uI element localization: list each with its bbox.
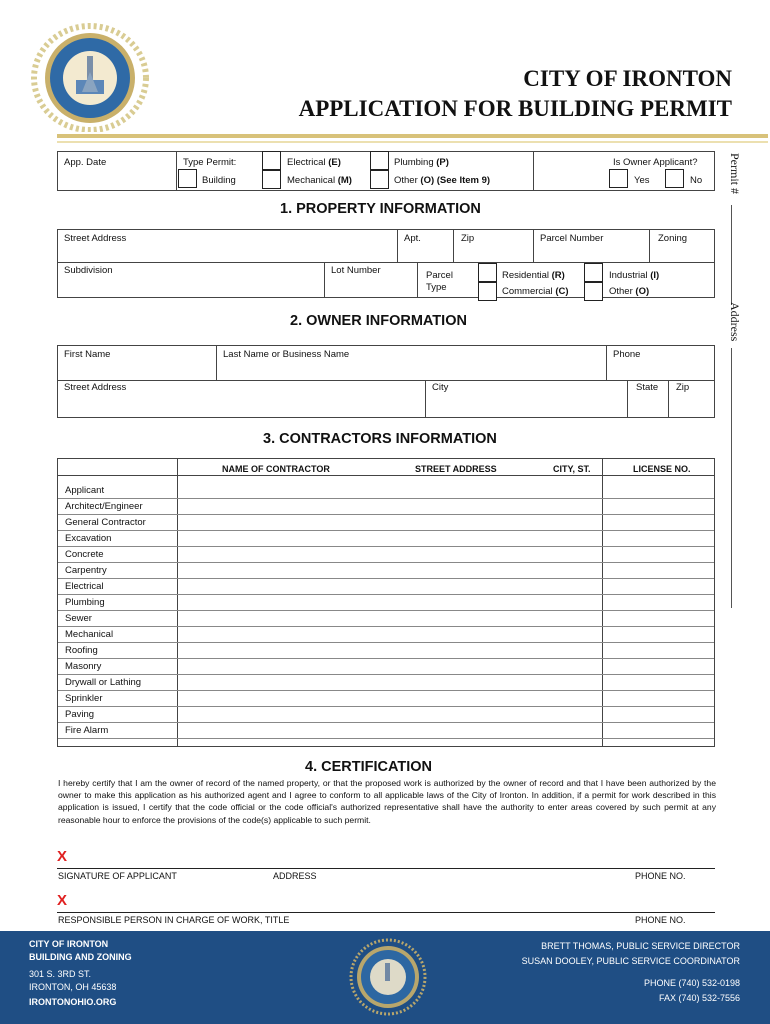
city-seal-logo <box>30 22 150 132</box>
contractor-row-label: Excavation <box>65 533 112 544</box>
footer-dept: BUILDING AND ZONING <box>29 952 132 962</box>
other-label: Other (O) (See Item 9) <box>394 175 491 186</box>
property-heading: 1. PROPERTY INFORMATION <box>280 201 481 217</box>
commercial-label: Commercial (C) <box>502 286 569 297</box>
contractor-row-field[interactable] <box>178 531 714 546</box>
parcel-type-label-2: Type <box>426 282 447 293</box>
signature-line[interactable] <box>57 868 715 869</box>
owner-city-label: City <box>432 382 449 393</box>
footer-fax: FAX (740) 532-7556 <box>658 993 740 1003</box>
contractor-row-field[interactable] <box>178 483 714 498</box>
parcel-type-label-1: Parcel <box>426 270 453 281</box>
mechanical-label: Mechanical (M) <box>287 175 352 186</box>
electrical-checkbox[interactable] <box>262 151 281 170</box>
parcel-other-label: Other (O) <box>609 286 650 297</box>
certification-text: I hereby certify that I am the owner of record of the named property, or that the proposed work is authorized by the owner of record and that I have been authorized by the owner to make this application as his authorized agent and I agree to conform to all applicable laws of the City of Ironton. In addition, if a permit for work described in this application is issued, I certify that the code official or the code official's authorized representative shall have the authority to enter areas covered by such permit at any reasonable hour to enforce the provisions of the code(s) applicable to such permit. <box>58 778 716 825</box>
building-checkbox[interactable] <box>178 169 197 188</box>
contractor-row-label: Applicant <box>65 485 105 496</box>
title-line-2: APPLICATION FOR BUILDING PERMIT <box>298 96 732 121</box>
contractor-row-field[interactable] <box>178 515 714 530</box>
contractor-row-label: Concrete <box>65 549 104 560</box>
contractor-row-label: Drywall or Lathing <box>65 677 142 688</box>
contractor-row-field[interactable] <box>178 723 714 738</box>
industrial-label: Industrial (I) <box>609 270 660 281</box>
contractor-row-line <box>58 738 714 739</box>
footer-citystate: IRONTON, OH 45638 <box>29 982 117 992</box>
col-name-of-contractor: NAME OF CONTRACTOR <box>222 464 330 474</box>
contractors-table <box>57 458 715 747</box>
owner-no-checkbox[interactable] <box>665 169 684 188</box>
signature-x-mark: X <box>57 848 68 865</box>
contractors-heading: 3. CONTRACTORS INFORMATION <box>263 431 497 447</box>
contractor-row-field[interactable] <box>178 707 714 722</box>
app-date-label: App. Date <box>64 157 107 168</box>
contractor-row-label: Carpentry <box>65 565 107 576</box>
residential-label: Residential (R) <box>502 270 565 281</box>
phone-responsible-label: PHONE NO. <box>635 915 686 925</box>
footer-website: IRONTONOHIO.ORG <box>29 997 117 1007</box>
title-line-1: CITY OF IRONTON <box>523 66 732 91</box>
permit-number-label: Permit # <box>728 153 742 194</box>
mechanical-checkbox[interactable] <box>262 170 281 189</box>
gold-divider <box>57 134 768 138</box>
contractor-row-label: Mechanical <box>65 629 114 640</box>
contractor-row-label: Masonry <box>65 661 102 672</box>
contractor-row-field[interactable] <box>178 611 714 626</box>
property-apt-label: Apt. <box>404 233 421 244</box>
residential-checkbox[interactable] <box>478 263 497 282</box>
parcel-number-label: Parcel Number <box>540 233 604 244</box>
other-checkbox[interactable] <box>370 170 389 189</box>
owner-street-label: Street Address <box>64 382 127 393</box>
industrial-checkbox[interactable] <box>584 263 603 282</box>
contractor-row-field[interactable] <box>178 563 714 578</box>
footer-seal-logo <box>348 937 428 1017</box>
signature-label: SIGNATURE OF APPLICANT <box>58 871 177 881</box>
contractor-row-field[interactable] <box>178 659 714 674</box>
contractor-row-field[interactable] <box>178 675 714 690</box>
owner-no-label: No <box>690 175 703 186</box>
contractor-row-label: Paving <box>65 709 95 720</box>
contractor-row-label: General Contractor <box>65 517 146 528</box>
contractor-row-label: Architect/Engineer <box>65 501 143 512</box>
address-label: Address <box>728 302 742 342</box>
contractor-row-field[interactable] <box>178 627 714 642</box>
lot-number-label: Lot Number <box>331 265 381 276</box>
contractor-row-field[interactable] <box>178 595 714 610</box>
footer-phone: PHONE (740) 532-0198 <box>643 978 740 988</box>
commercial-checkbox[interactable] <box>478 282 497 301</box>
footer-director: BRETT THOMAS, PUBLIC SERVICE DIRECTOR <box>541 941 740 951</box>
phone-sig-label: PHONE NO. <box>635 871 686 881</box>
owner-zip-label: Zip <box>676 382 690 393</box>
address-line[interactable] <box>731 348 732 608</box>
owner-yes-label: Yes <box>634 175 650 186</box>
owner-phone-label: Phone <box>613 349 641 360</box>
plumbing-checkbox[interactable] <box>370 151 389 170</box>
type-permit-label: Type Permit: <box>183 157 237 168</box>
building-label: Building <box>202 175 236 186</box>
contractor-row-field[interactable] <box>178 547 714 562</box>
owner-yes-checkbox[interactable] <box>609 169 628 188</box>
plumbing-label: Plumbing (P) <box>394 157 449 168</box>
contractor-row-field[interactable] <box>178 499 714 514</box>
responsible-x-mark: X <box>57 892 68 909</box>
parcel-other-checkbox[interactable] <box>584 282 603 301</box>
contractor-row-label: Fire Alarm <box>65 725 109 736</box>
contractor-row-field[interactable] <box>178 691 714 706</box>
property-street-label: Street Address <box>64 233 127 244</box>
contractor-row-field[interactable] <box>178 643 714 658</box>
footer-street: 301 S. 3RD ST. <box>29 969 92 979</box>
col-street-address: STREET ADDRESS <box>415 464 497 474</box>
contractor-row-label: Electrical <box>65 581 104 592</box>
owner-city-field[interactable] <box>425 380 628 418</box>
contractor-row-field[interactable] <box>178 579 714 594</box>
is-owner-label: Is Owner Applicant? <box>613 157 698 168</box>
permit-number-line[interactable] <box>731 205 732 305</box>
owner-last-name-label: Last Name or Business Name <box>223 349 350 360</box>
zoning-label: Zoning <box>658 233 688 244</box>
contractor-row-label: Roofing <box>65 645 98 656</box>
contractor-row-label: Sprinkler <box>65 693 103 704</box>
contractor-row-label: Sewer <box>65 613 92 624</box>
col-license-no: LICENSE NO. <box>633 464 691 474</box>
address-sig-label: ADDRESS <box>273 871 317 881</box>
responsible-line[interactable] <box>57 912 715 913</box>
electrical-label: Electrical (E) <box>287 157 341 168</box>
subdivision-label: Subdivision <box>64 265 113 276</box>
responsible-label: RESPONSIBLE PERSON IN CHARGE OF WORK, TITLE <box>58 915 290 925</box>
col-city-state: CITY, ST. <box>553 464 591 474</box>
owner-first-name-label: First Name <box>64 349 111 360</box>
footer-city: CITY OF IRONTON <box>29 939 109 949</box>
gold-divider-thin <box>57 141 768 143</box>
property-zip-label: Zip <box>461 233 475 244</box>
footer-bar <box>0 931 770 1024</box>
footer-coordinator: SUSAN DOOLEY, PUBLIC SERVICE COORDINATOR <box>521 956 740 966</box>
certification-heading: 4. CERTIFICATION <box>305 759 433 775</box>
owner-state-label: State <box>636 382 659 393</box>
contractor-row-label: Plumbing <box>65 597 105 608</box>
owner-heading: 2. OWNER INFORMATION <box>290 313 467 329</box>
